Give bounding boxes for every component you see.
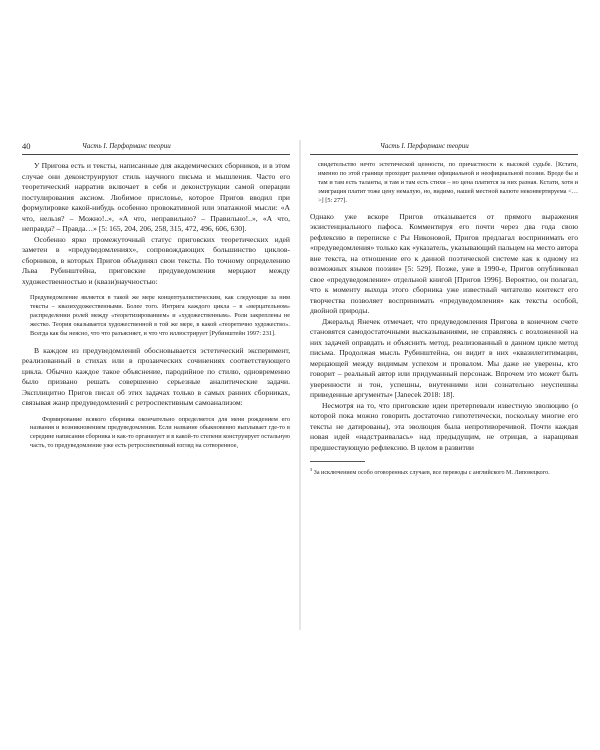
paragraph: Джеральд Янечек отмечает, что предуведомления Пригова в конечном счете становятся самодостаточными высказываниями, не справляясь с возложенной на них задачей оправдать и объяснить метод, реализованный в данном цикле метод письма. Продолжая мысль Рубинштейна, он видит в них «квазилегитимации, мерцающей между видимым успехом и провалом. Мы даже не уверены, кто говорит – реальный автор или придуманный персонаж. Впрочем это может быть уверенности и тон, успешны, внутенними или сознательно неуспешны приведенные аргументы» [Janecek 2018: 18]. — [310, 316, 578, 400]
running-header — [310, 140, 578, 155]
book-spread — [22, 140, 578, 630]
running-header — [22, 140, 290, 155]
right-page — [310, 140, 578, 630]
footnote-text: За исключением особо оговоренных случаев, все переводы с английского М. Липовецкого. — [313, 470, 550, 477]
block-quote — [30, 294, 290, 339]
quote-text: свидетельство нечто эстетической ценности, по причастности к высокой судьбе. [Кстати, именно по этой границе проходит различие официальной и неофициальной поэзии. Вроде бы и там и там есть таланты, и там и там есть стихи – но цена платится за них разная. Кстати, хотя и эмиграция платит тоже цену немалую, но, видимо, нашей местной валюте неконвертируема <…>] [5: 277]. — [318, 161, 578, 204]
paragraph: В каждом из предуведомлений обосновывается эстетический эксперимент, реализованный в стихах или в прозаических сочинениях соответствующего цикла. Обычно каждое такое объяснение, пародийное по стилю, одновременно было призвано решать совершенно серьезные аналитические задачи. Эксплицитно Пригов писал об этих задачах только в самых ранних сборниках, связывая жанр предуведомлений с ретроспективным самоанализом: — [22, 345, 290, 408]
footnote — [310, 466, 578, 477]
paragraph: Особенно ярко промежуточный статус приговских теоретических идей заметен в «предуведомлениях», сопровождающих большинство циклов-сборников, в которых Пригов объединял свои тексты. По точному определению Льва Рубинштейна, приговские предуведомления мерцают между художественностью и (квази)научностью: — [22, 234, 290, 286]
paragraph: У Пригова есть и тексты, написанные для академических сборников, и в этом случае они деконструируют стиль научного письма и мышления. Часто его теоретический нарратив включает в себя и деконструкции самой операции постулирования аксиом. Любимое присловье, которое Пригов вводил при формулировке какой-нибудь особенно провокативной или эпатажной мысли: «А что, нельзя? – Можно!..», «А что, неправильно? – Правильно!..», «А что, неправда? – Правда…» [5: 165, 204, 206, 258, 315, 472, 496, 606, 630]. — [22, 161, 290, 233]
running-title: Часть I. Перформанс теории — [380, 142, 469, 150]
book-fold-divider — [299, 140, 301, 630]
block-quote-continued — [318, 161, 578, 206]
quote-text: Предуведомление является в такой же мере концептуалистическим, как следующие за ним тексты – квазихудожественными. Более того. Интрига каждого цикла – в «мерцательном» распределении ролей между «теоретизированием» и «художественным». Роли закреплены не жестко. Теория оказывается художественной в той же мере, в какой «теоретично художество». Всегда как бы неясно, что что разъясняет, и что что иллюстрирует [Рубинштейн 1997: 231]. — [30, 294, 290, 337]
block-quote — [30, 416, 290, 452]
paragraph: Однако уже вскоре Пригов отказывается от прямого выражения экзистенциального пафоса. Комментируя его почти через два года свою рефлексию в переписке с Ры Никоновой, Пригов предлагал воспринимать его «предуведомления» только как «указатель, указывающий пальцем на место автора вне текста, на отношение его к данной поэтической системе как к одному из возможных языков поэзии» [5: 529]. Позже, уже в 1990-е, Пригов опубликовал свое «предуведомление» отдельной книгой [Пригов 1996]. Вероятно, он полагал, что к моменту выхода этого сборника уже известный читателю контекст его творчества позволяет воспринимать «предуведомления» как тексты особой, двойной природы. — [310, 211, 578, 316]
quote-text: Формирование всякого сборника окончательно определяется для меня рождением его названия и возникновением предуведомления. Если название обыкновенно выплывает где-то в середине написания сборника и как-то организует и в какой-то степени конструирует остальную часть, то предуведомление уже есть ретроспективный взгляд на сотворенное, — [30, 415, 290, 450]
page-number: 40 — [22, 141, 31, 151]
paragraph: Несмотря на то, что приговские идеи претерпевали известную эволюцию (о которой пока можно говорить достаточно гипотетически, поскольку многие его тексты не датированы), эта эволюция была непротиворечивой. Почти каждая новая идей «надстраивалась» над предыдущим, не отрицая, а наращивая предшествующую рефлексию. В целом в развитии — [310, 400, 578, 452]
left-page — [22, 140, 290, 630]
footnote-marker: 3 — [310, 467, 313, 473]
footnote-rule — [310, 461, 365, 462]
running-title: Часть I. Перформанс теории — [82, 142, 171, 150]
